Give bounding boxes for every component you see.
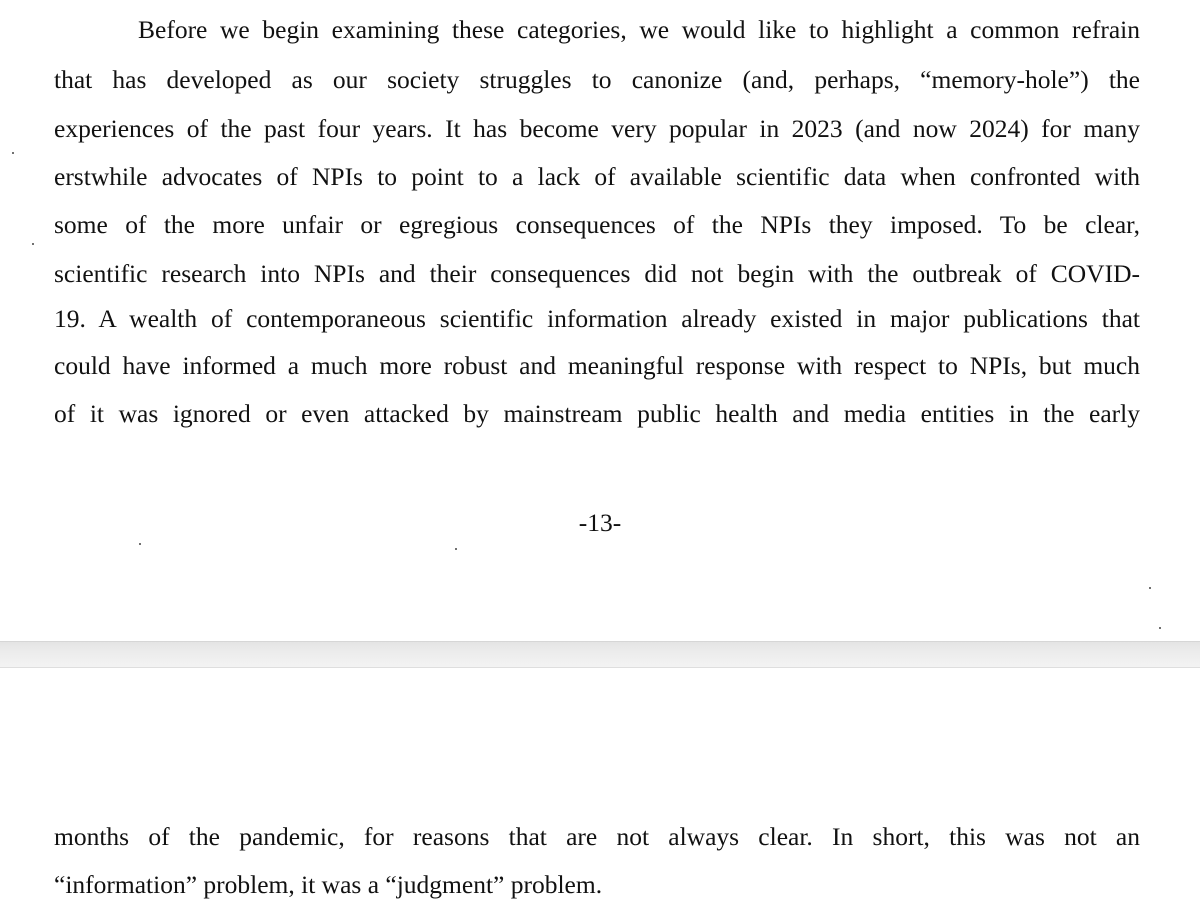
scan-speck bbox=[12, 152, 14, 154]
paragraph-line: erstwhile advocates of NPIs to point to a lack of available scientific data when confronted with bbox=[54, 162, 1140, 191]
paragraph-line: that has developed as our society struggles to canonize (and, perhaps, “memory-hole”) the bbox=[54, 65, 1140, 94]
paragraph-line: some of the more unfair or egregious consequences of the NPIs they imposed. To be clear, bbox=[54, 210, 1140, 239]
paragraph-line: months of the pandemic, for reasons that are not always clear. In short, this was not an bbox=[54, 822, 1140, 851]
paragraph-line: Before we begin examining these categories, we would like to highlight a common refrain bbox=[138, 15, 1140, 44]
paragraph-line: “information” problem, it was a “judgment” problem. bbox=[54, 870, 603, 899]
paragraph-line: could have informed a much more robust and meaningful response with respect to NPIs, but much bbox=[54, 351, 1140, 380]
scan-speck bbox=[139, 543, 141, 545]
page-separator bbox=[0, 641, 1200, 668]
lower-page bbox=[0, 668, 1200, 913]
paragraph-line: experiences of the past four years. It has become very popular in 2023 (and now 2024) for many bbox=[54, 114, 1140, 143]
paragraph-line: 19. A wealth of contemporaneous scientific information already existed in major publications that bbox=[54, 304, 1140, 333]
scan-speck bbox=[1149, 587, 1151, 589]
scan-speck bbox=[1159, 627, 1161, 629]
scan-speck bbox=[455, 548, 457, 550]
paragraph-line: of it was ignored or even attacked by mainstream public health and media entities in the early bbox=[54, 399, 1140, 428]
scan-speck bbox=[32, 243, 34, 245]
page-number: -13- bbox=[578, 508, 622, 537]
paragraph-line: scientific research into NPIs and their consequences did not begin with the outbreak of COVID- bbox=[54, 259, 1140, 288]
